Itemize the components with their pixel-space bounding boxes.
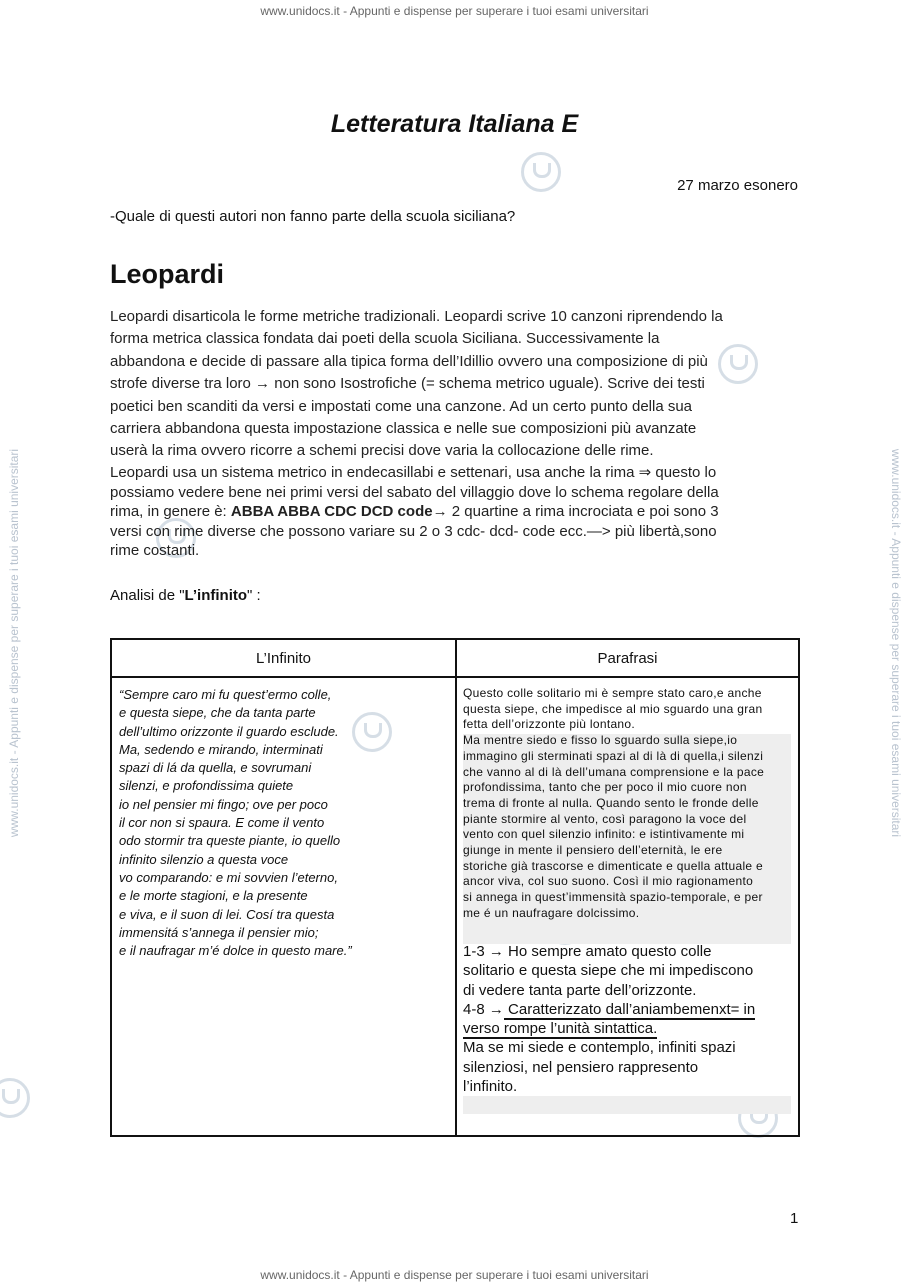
note-text: 4-8 → — [463, 1000, 504, 1018]
rhyme-scheme: ABBA ABBA CDC DCD code — [230, 503, 433, 521]
poem-line: vo comparando: e mi sovvien l’eterno, — [119, 869, 338, 885]
paragraph-text: rima, in genere è: — [110, 503, 231, 521]
analysis-table — [110, 638, 800, 1137]
parafrasi-line: che vanno al di là dell’umana comprensione e la pace — [463, 764, 765, 779]
paragraph-line: Leopardi usa un sistema metrico in endecasillabi e settenari, usa anche la rima ⇒ questo lo — [110, 464, 717, 481]
watermark-banner-bottom: www.unidocs.it - Appunti e dispense per superare i tuoi esami universitari — [260, 1268, 649, 1282]
note-line: l’infinito. — [463, 1078, 518, 1096]
note-underlined: verso rompe l’unità sintattica. — [463, 1020, 658, 1038]
parafrasi-line: Questo colle solitario mi è sempre stato caro,e anche — [463, 686, 762, 700]
highlight-block — [463, 1096, 791, 1114]
table-header-poem: L’Infinito — [255, 650, 312, 667]
analysis-label — [110, 587, 261, 604]
paragraph-line: carriera abbandona questa impostazione classica e nelle sue composizioni più avanzate — [110, 420, 697, 438]
table-header-parafrasi: Parafrasi — [597, 650, 658, 667]
watermark-side-right: www.unidocs.it - Appunti e dispense per superare i tuoi esami universitari — [889, 448, 903, 838]
parafrasi-line: immagino gli sterminati spazi al di là di quella,i silenzi — [463, 748, 764, 763]
parafrasi-line: trema di fronte al nulla. Quando sento le fronde delle — [463, 795, 759, 810]
poem-line: silenzi, e profondissima quiete — [119, 778, 294, 794]
poem-line: immensitá s’annega il pensier mio; — [119, 924, 319, 940]
parafrasi-line: piante stormire al vento, così paragono la voce del — [463, 811, 747, 826]
paragraph-line: strofe diverse tra loro → non sono Isostrofiche (= schema metrico uguale). Scrive dei testi — [110, 375, 705, 393]
paragraph-line: Leopardi disarticola le forme metriche tradizionali. Leopardi scrive 10 canzoni riprendendo la — [110, 308, 723, 325]
poem-line: Ma, sedendo e mirando, interminati — [119, 741, 323, 757]
watermark-logo-icon — [521, 152, 561, 192]
poem-line: odo stormir tra queste piante, io quello — [119, 833, 341, 849]
note-line — [463, 1019, 793, 1038]
poem-line: e il naufragar m’é dolce in questo mare.” — [119, 943, 352, 959]
poem-text — [119, 686, 449, 960]
paragraph-line: forma metrica classica fondata dai poeti della scuola Siciliana. Successivamente la — [110, 330, 660, 348]
parafrasi-line: giunge in mente il pensiero dell’eternità, le ere — [463, 843, 723, 858]
note-line: silenziosi, nel pensiero rappresento — [463, 1058, 699, 1076]
note-line: di vedere tanta parte dell’orizzonte. — [463, 981, 697, 999]
poem-line: e viva, e il suon di lei. Cosí tra questa — [119, 906, 335, 922]
paragraph-line: possiamo vedere bene nei primi versi del sabato del villaggio dove lo schema regolare della — [110, 483, 719, 501]
parafrasi-line: profondissima, tanto che per poco il mio cuore non — [463, 780, 747, 795]
paragraph-2 — [110, 463, 800, 561]
page-number: 1 — [790, 1210, 799, 1227]
parafrasi-text — [463, 686, 791, 922]
section-heading: Leopardi — [110, 259, 225, 289]
poem-line: infinito silenzio a questa voce — [119, 851, 289, 867]
analysis-title: L’infinito — [184, 587, 248, 604]
parafrasi-line: vento con quel silenzio infinito: e istintivamente mi — [463, 827, 745, 842]
parafrasi-line: si annega in quest’immensità spazio-temporale, e per — [463, 890, 763, 905]
parafrasi-line: me é un naufragare dolcissimo. — [463, 905, 640, 920]
paragraph-line: rime costanti. — [110, 542, 200, 560]
question-text: -Quale di questi autori non fanno parte della scuola siciliana? — [110, 208, 516, 225]
note-line — [463, 1000, 793, 1019]
note-line: solitario e questa siepe che mi impediscono — [463, 962, 754, 980]
watermark-banner-top: www.unidocs.it - Appunti e dispense per superare i tuoi esami universitari — [260, 4, 649, 18]
paragraph-line: poetici ben scanditi da versi e impostati come una canzone. Ad un certo punto della sua — [110, 397, 693, 415]
parafrasi-line: ancor viva, col suo suono. Così il mio ragionamento — [463, 874, 754, 889]
watermark-side-left: www.unidocs.it - Appunti e dispense per superare i tuoi esami universitari — [7, 448, 21, 838]
note-line: 1-3 → Ho sempre amato questo colle — [463, 943, 712, 960]
poem-line: io nel pensier mi fingo; ove per poco — [119, 796, 328, 812]
table-divider — [112, 676, 798, 678]
notes-text — [463, 942, 793, 1096]
document-title: Letteratura Italiana E — [330, 110, 579, 138]
poem-line: e le morte stagioni, e la presente — [119, 888, 308, 904]
analysis-text: Analisi de " — [110, 587, 185, 604]
parafrasi-line: fetta dell’orizzonte più lontano. — [463, 717, 636, 732]
parafrasi-line: storiche già trascorse e dimenticate e quella attuale e — [463, 858, 763, 873]
table-divider — [455, 640, 457, 1135]
poem-line: il cor non si spaura. E come il vento — [119, 815, 325, 831]
paragraph-line: abbandona e decide di passare alla tipica forma dell’Idillio ovvero una composizione di più — [110, 352, 708, 370]
poem-line: dell’ultimo orizzonte il guardo esclude. — [119, 723, 339, 739]
poem-line: spazi di lá da quella, e sovrumani — [119, 760, 312, 776]
paragraph-text: → 2 quartine a rima incrociata e poi sono 3 — [432, 503, 719, 521]
parafrasi-line: Ma mentre siedo e fisso lo sguardo sulla siepe,io — [463, 733, 738, 748]
parafrasi-line: questa siepe, che impedisce al mio sguardo una gran — [463, 701, 763, 716]
analysis-text: " : — [247, 587, 261, 604]
paragraph-1 — [110, 306, 800, 463]
paragraph-line: versi con rime diverse che possono variare su 2 o 3 cdc- dcd- code ecc.—> più libertà,sono — [110, 522, 717, 540]
poem-line: “Sempre caro mi fu quest’ermo colle, — [119, 687, 332, 702]
note-underlined: Caratterizzato dall’aniambemenxt= in — [503, 1000, 756, 1018]
watermark-logo-icon — [0, 1078, 30, 1118]
paragraph-line — [110, 502, 800, 522]
document-date: 27 marzo esonero — [677, 177, 798, 194]
paragraph-line: userà la rima ovvero ricorre a schemi precisi dove varia la collocazione delle rime. — [110, 442, 654, 460]
note-line: Ma se mi siede e contemplo, infiniti spazi — [463, 1039, 736, 1057]
poem-line: e questa siepe, che da tanta parte — [119, 705, 316, 721]
